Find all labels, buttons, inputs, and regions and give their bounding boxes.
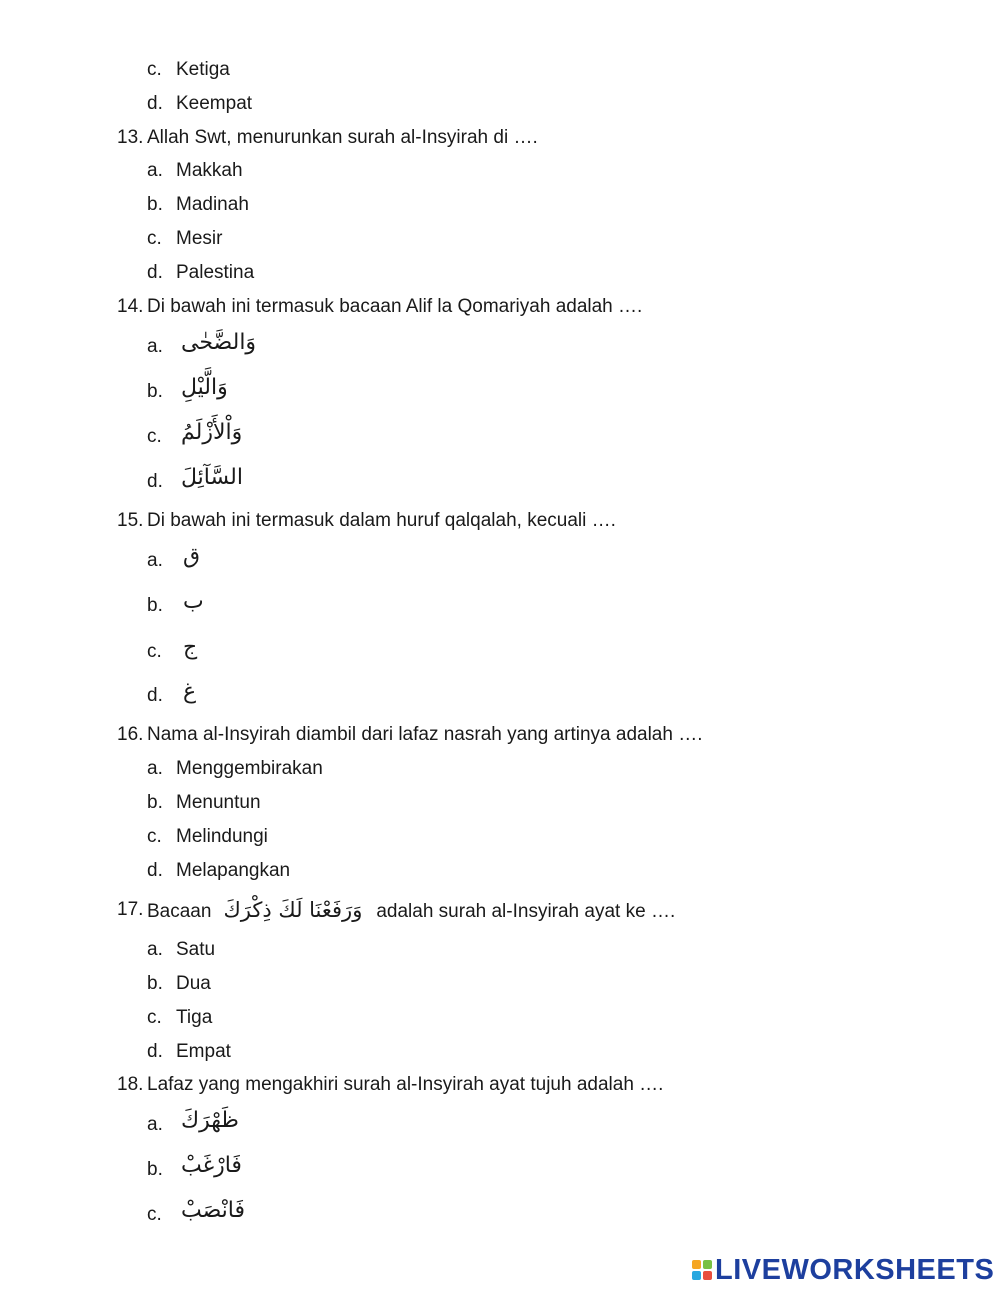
option-arabic-text: وَالَّيْلِ <box>181 375 228 400</box>
option-arabic-text: وَالضَّحٰى <box>181 330 257 355</box>
option-letter: a. <box>147 336 163 357</box>
question-number: 13. <box>117 127 144 148</box>
question-text: Di bawah ini termasuk bacaan Alif la Qomariyah adalah …. <box>147 296 643 317</box>
option-letter: a. <box>147 1114 163 1135</box>
option-letter: c. <box>147 1007 162 1028</box>
question-text: Lafaz yang mengakhiri surah al-Insyirah ayat tujuh adalah …. <box>147 1074 664 1095</box>
option-text: Menuntun <box>176 792 261 813</box>
option-text: Mesir <box>176 228 223 249</box>
option-letter: a. <box>147 160 163 181</box>
option-letter: d. <box>147 93 163 114</box>
question-text: Di bawah ini termasuk dalam huruf qalqalah, kecuali …. <box>147 510 616 531</box>
option-letter: b. <box>147 973 163 994</box>
option-text: Empat <box>176 1041 231 1062</box>
option-letter: d. <box>147 685 163 706</box>
question-text-after: adalah surah al-Insyirah ayat ke …. <box>376 901 676 922</box>
question-text: Nama al-Insyirah diambil dari lafaz nasrah yang artinya adalah …. <box>147 724 703 745</box>
option-text: Satu <box>176 939 216 960</box>
option-text: Melapangkan <box>176 860 291 881</box>
question-text-before: Bacaan <box>147 901 212 922</box>
option-letter: a. <box>147 939 163 960</box>
option-arabic-text: ب <box>183 589 204 614</box>
option-letter: b. <box>147 381 163 402</box>
option-letter: d. <box>147 860 163 881</box>
option-arabic-text: ج <box>183 635 198 660</box>
option-arabic-text: وَاْلأَزْلَمُ <box>181 420 243 445</box>
option-arabic-text: غ <box>183 679 197 704</box>
option-arabic-text: فَانْصَبْ <box>181 1198 246 1223</box>
question-text: Allah Swt, menurunkan surah al-Insyirah di …. <box>147 127 538 148</box>
option-letter: d. <box>147 471 163 492</box>
question-number: 16. <box>117 724 144 745</box>
option-letter: b. <box>147 194 163 215</box>
logo-text: LIVEWORKSHEETS <box>715 1253 995 1286</box>
option-arabic-text: ق <box>183 544 201 569</box>
option-letter: c. <box>147 228 162 249</box>
option-arabic-text: السَّآئِلَ <box>181 465 243 490</box>
option-arabic-text: فَارْغَبْ <box>181 1153 242 1178</box>
option-letter: c. <box>147 59 162 80</box>
option-arabic-text: ظَهْرَكَ <box>181 1108 239 1133</box>
option-text: Dua <box>176 973 211 994</box>
option-letter: c. <box>147 426 162 447</box>
question-arabic-verse: وَرَفَعْنَا لَكَ ذِكْرَكَ <box>223 898 363 922</box>
option-text: Keempat <box>176 93 253 114</box>
liveworksheets-logo[interactable] <box>692 1255 994 1285</box>
option-letter: b. <box>147 1159 163 1180</box>
option-text: Ketiga <box>176 59 230 80</box>
option-letter: b. <box>147 595 163 616</box>
option-letter: c. <box>147 641 162 662</box>
option-letter: a. <box>147 758 163 779</box>
logo-square <box>703 1260 712 1269</box>
logo-square <box>703 1271 712 1280</box>
option-letter: d. <box>147 1041 163 1062</box>
option-text: Melindungi <box>176 826 268 847</box>
question-number: 14. <box>117 296 144 317</box>
logo-square <box>692 1271 701 1280</box>
option-letter: d. <box>147 262 163 283</box>
question-number: 18. <box>117 1074 144 1095</box>
logo-mark-icon <box>692 1260 712 1280</box>
option-text: Menggembirakan <box>176 758 323 779</box>
question-text <box>147 898 675 924</box>
option-letter: c. <box>147 1204 162 1225</box>
option-text: Tiga <box>176 1007 213 1028</box>
option-text: Palestina <box>176 262 255 283</box>
option-letter: a. <box>147 550 163 571</box>
logo-square <box>692 1260 701 1269</box>
question-number: 15. <box>117 510 144 531</box>
option-letter: b. <box>147 792 163 813</box>
option-text: Madinah <box>176 194 249 215</box>
option-letter: c. <box>147 826 162 847</box>
option-text: Makkah <box>176 160 243 181</box>
question-number: 17. <box>117 899 144 920</box>
